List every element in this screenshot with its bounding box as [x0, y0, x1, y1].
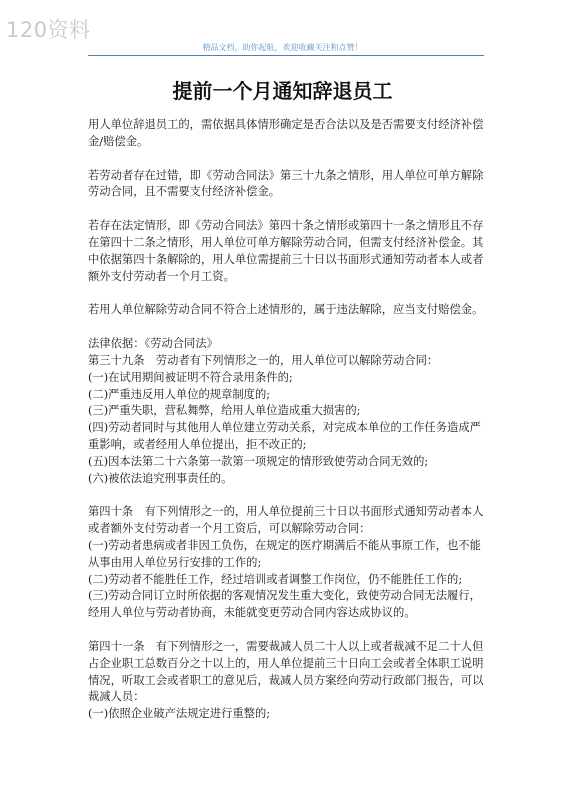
article-40-item: (三)劳动合同订立时所依据的客观情况发生重大变化，致使劳动合同无法履行，经用人单位与劳动者协商，未能就变更劳动合同内容达成协议的。	[88, 589, 481, 620]
paragraph-statutory: 若存在法定情形，即《劳动合同法》第四十条之情形或第四十一条之情形且不存在第四十二条之情形，用人单位可单方解除劳动合同，但需支付经济补偿金。其中依据第四十条解除的，用人单位需提前三十日以书面形式通知劳动者本人或者额外支付劳动者一个月工资。	[88, 219, 484, 283]
header-note: 精品文档，助你起航，欢迎收藏关注和点赞！	[202, 43, 363, 52]
article-39-block	[88, 336, 484, 487]
paragraph-fault: 若劳动者存在过错，即《劳动合同法》第三十九条之情形，用人单位可单方解除劳动合同，且不需要支付经济补偿金。	[88, 168, 484, 199]
article-41-item: (一)依照企业破产法规定进行重整的;	[88, 707, 271, 721]
article-39-item: (五)因本法第二十六条第一款第一项规定的情形致使劳动合同无效的;	[88, 454, 429, 468]
legal-basis: 法律依据：《劳动合同法》	[88, 337, 218, 351]
watermark-logo: 120资料	[6, 18, 91, 42]
article-41-block	[88, 639, 484, 723]
article-39-item: (六)被依法追究刑事责任的。	[88, 471, 233, 485]
paragraph-illegal: 若用人单位解除劳动合同不符合上述情形的，属于违法解除，应当支付赔偿金。	[88, 303, 484, 317]
article-40-item: (一)劳动者患病或者非因工负伤，在规定的医疗期满后不能从事原工作，也不能从事由用人单位另行安排的工作的;	[88, 538, 481, 569]
header-divider	[88, 55, 484, 56]
article-39-item: (一)在试用期间被证明不符合录用条件的;	[88, 370, 293, 384]
article-39-item: (四)劳动者同时与其他用人单位建立劳动关系，对完成本单位的工作任务造成严重影响，或者经用人单位提出，拒不改正的;	[88, 421, 481, 451]
article-39-item: (二)严重违反用人单位的规章制度的;	[88, 387, 271, 401]
article-39-intro: 第三十九条 劳动者有下列情形之一的，用人单位可以解除劳动合同：	[88, 353, 439, 367]
paragraph-intro: 用人单位辞退员工的，需依据具体情形确定是否合法以及是否需要支付经济补偿金/赔偿金。	[88, 118, 484, 148]
document-body	[88, 117, 484, 740]
page-title: 提前一个月通知辞退员工	[172, 79, 393, 103]
article-41-intro: 第四十一条 有下列情形之一，需要裁减人员二十人以上或者裁减不足二十人但占企业职工总数百分之十以上的，用人单位提前三十日向工会或者全体职工说明情况，听取工会或者职工的意见后，裁减人员方案经向劳动行政部门报告，可以裁减人员：	[88, 639, 484, 704]
article-40-block	[88, 504, 484, 622]
article-40-item: (二)劳动者不能胜任工作，经过培训或者调整工作岗位，仍不能胜任工作的;	[88, 572, 463, 586]
article-40-intro: 第四十条 有下列情形之一的，用人单位提前三十日以书面形式通知劳动者本人或者额外支付劳动者一个月工资后，可以解除劳动合同：	[88, 505, 484, 536]
article-39-item: (三)严重失职，营私舞弊，给用人单位造成重大损害的;	[88, 404, 361, 418]
